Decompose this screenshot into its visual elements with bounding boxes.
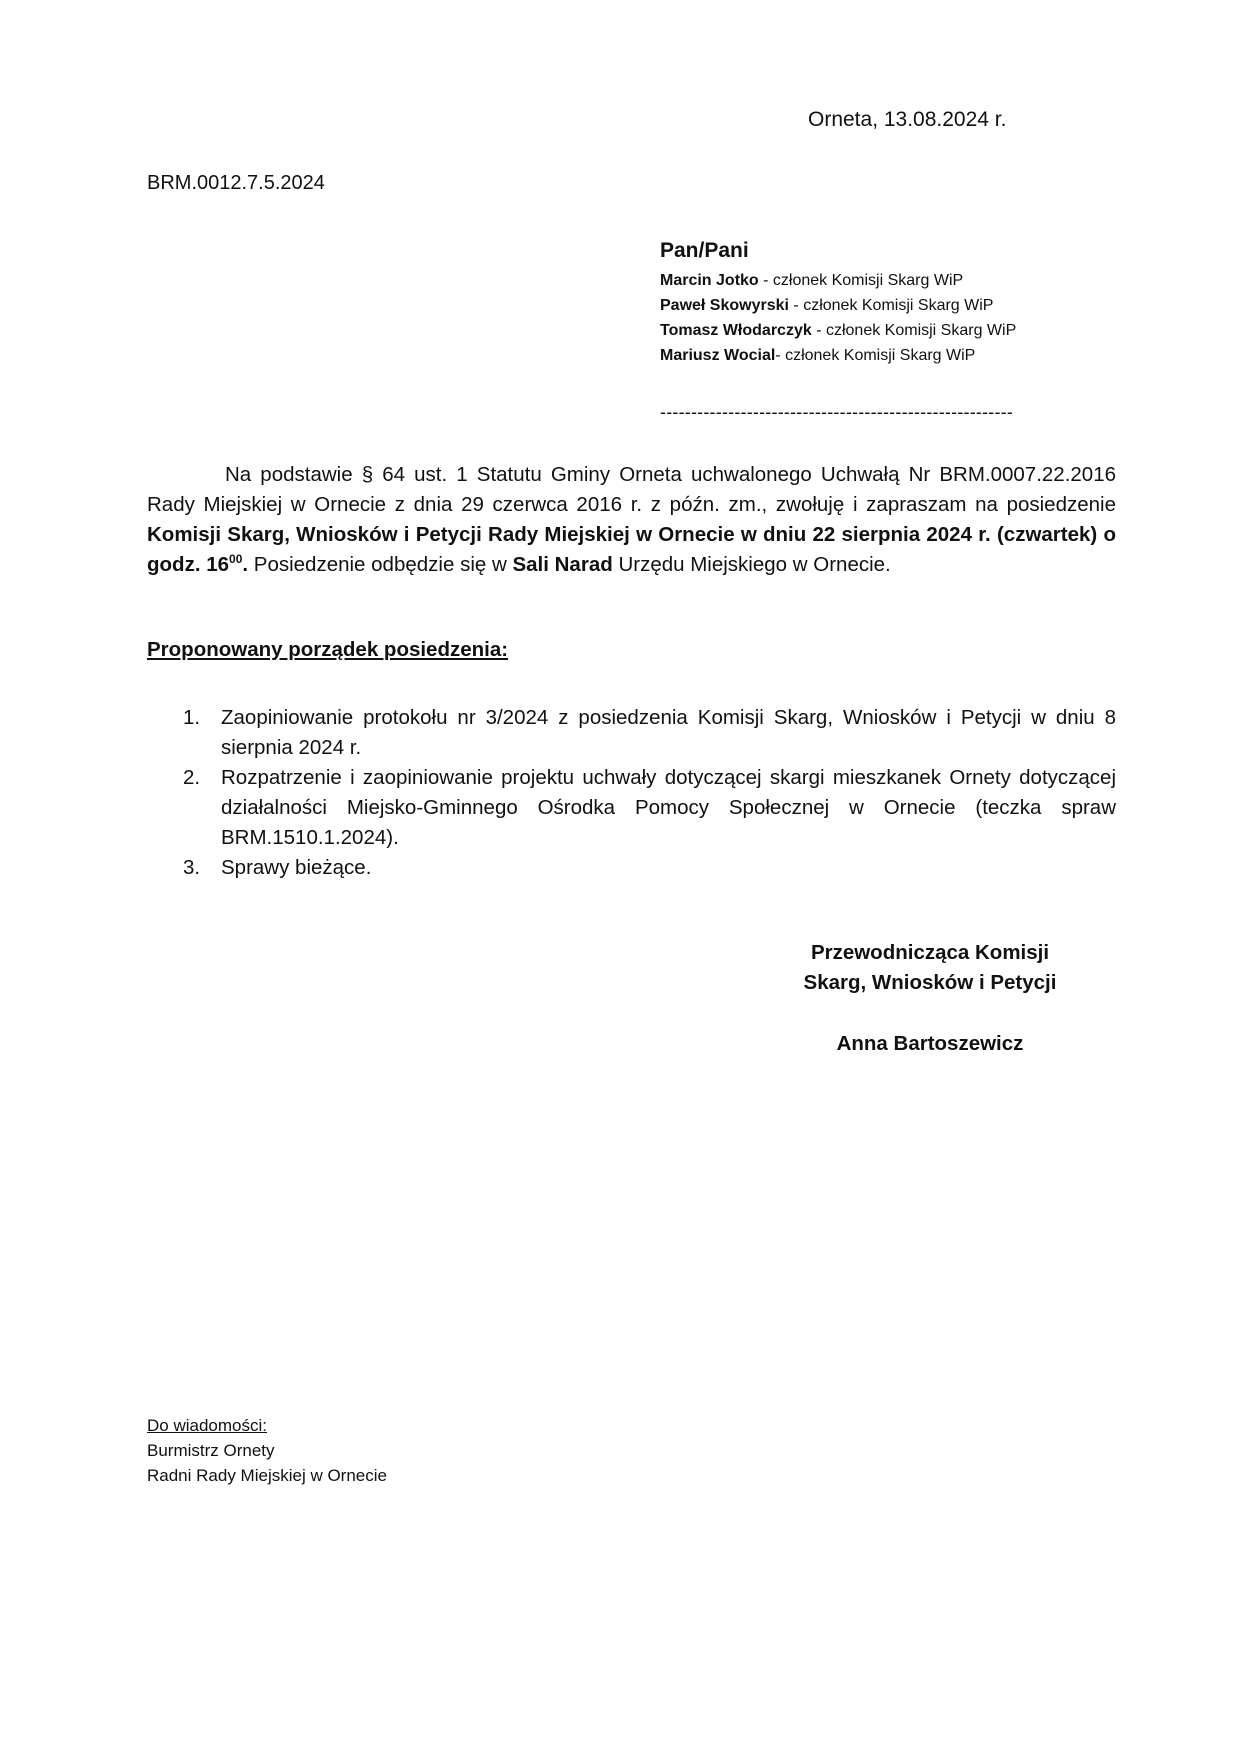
body-bold-committee: Komisji Skarg, Wniosków i Petycji Rady Miejskiej w Ornecie w dniu 22 sierpnia 2024 r. (czwartek) o godz. 16 bbox=[147, 523, 1116, 576]
recipient-name: Tomasz Włodarczyk bbox=[660, 322, 812, 339]
body-text: Urzędu Miejskiego w Ornecie. bbox=[612, 553, 891, 576]
agenda-item bbox=[147, 703, 1116, 763]
salutation: Pan/Pani bbox=[660, 239, 749, 262]
agenda-item-text: Sprawy bieżące. bbox=[221, 856, 372, 879]
recipient-name: Marcin Jotko bbox=[660, 272, 759, 289]
body-text: Na podstawie § 64 ust. 1 Statutu Gminy Orneta uchwalonego Uchwałą Nr BRM.0007.22.2016 Rady Miejskiej w Ornecie z dnia 29 czerwca 2016 r. z późn. zm., zwołuję i zapraszam na posiedzenie bbox=[147, 463, 1116, 516]
recipients-block bbox=[660, 239, 1016, 368]
cc-item: Radni Rady Miejskiej w Ornecie bbox=[147, 1466, 387, 1485]
recipient-item bbox=[660, 318, 1016, 343]
agenda-item bbox=[147, 763, 1116, 853]
agenda-list bbox=[147, 703, 1116, 883]
recipient-name: Paweł Skowyrski bbox=[660, 297, 789, 314]
time-superscript: 00 bbox=[229, 552, 243, 566]
signature-name: Anna Bartoszewicz bbox=[836, 1032, 1024, 1055]
cc-title: Do wiadomości: bbox=[147, 1416, 267, 1435]
recipient-role: - członek Komisji Skarg WiP bbox=[758, 272, 964, 289]
agenda-title: Proponowany porządek posiedzenia: bbox=[147, 638, 509, 661]
body-paragraph bbox=[147, 460, 1116, 580]
signature-title-line-1: Przewodnicząca Komisji bbox=[810, 941, 1050, 964]
recipient-item bbox=[660, 268, 1016, 293]
signature-title-line-2: Skarg, Wniosków i Petycji bbox=[803, 971, 1057, 994]
recipient-role: - członek Komisji Skarg WiP bbox=[811, 322, 1017, 339]
agenda-item-number: 3. bbox=[183, 856, 201, 879]
cc-block bbox=[147, 1413, 387, 1488]
recipient-name: Mariusz Wocial bbox=[660, 347, 776, 364]
recipient-role: - członek Komisji Skarg WiP bbox=[788, 297, 994, 314]
agenda-item-text: Zaopiniowanie protokołu nr 3/2024 z posiedzenia Komisji Skarg, Wniosków i Petycji w dniu 8 sierpnia 2024 r. bbox=[221, 706, 1116, 759]
body-bold-period: . bbox=[242, 553, 249, 576]
agenda-item-number: 1. bbox=[183, 706, 201, 729]
agenda-item-number: 2. bbox=[183, 766, 201, 789]
reference-number: BRM.0012.7.5.2024 bbox=[147, 172, 325, 194]
body-text: Posiedzenie odbędzie się w bbox=[248, 553, 513, 576]
dash-line: --------------------------------------------------------- bbox=[660, 402, 1014, 422]
place-date: Orneta, 13.08.2024 r. bbox=[808, 108, 1007, 131]
agenda-item bbox=[147, 853, 1116, 883]
recipient-role: - członek Komisji Skarg WiP bbox=[775, 347, 976, 364]
signature-block bbox=[740, 938, 1120, 1059]
agenda-item-text: Rozpatrzenie i zaopiniowanie projektu uchwały dotyczącej skargi mieszkanek Ornety dotyczącej działalności Miejsko-Gminnego Ośrodka Pomocy Społecznej w Ornecie (teczka spraw BRM.1510.1.2024). bbox=[221, 766, 1116, 849]
cc-item: Burmistrz Ornety bbox=[147, 1441, 275, 1460]
body-bold-room: Sali Narad bbox=[512, 553, 613, 576]
recipient-item bbox=[660, 343, 1016, 368]
recipient-item bbox=[660, 293, 1016, 318]
